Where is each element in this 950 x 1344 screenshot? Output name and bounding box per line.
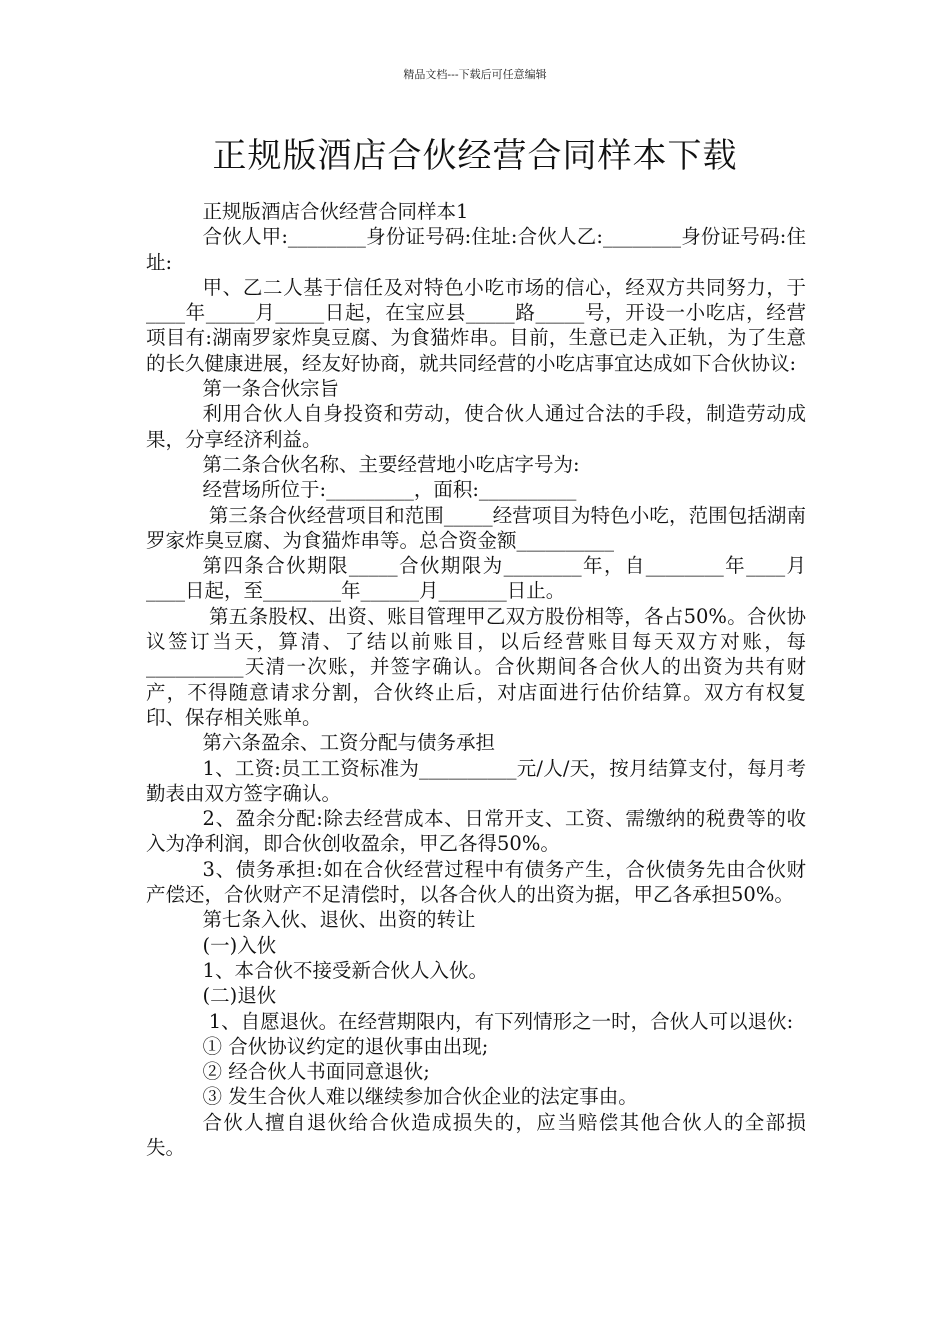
- article-7-section-1: (一)入伙: [202, 933, 277, 957]
- withdrawal-liability: 合伙人擅自退伙给合伙造成损失的，应当赔偿其他合伙人的全部损失。: [146, 1110, 806, 1159]
- article-5-text: 第五条股权、出资、账目管理甲乙双方股份相等，各占50%。合伙协议签订当天，算清、了结以前账目，以后经营账目每天双方对账，每__________天清一次账，并签字确认。合伙期间各合伙人的出资为共有财产，不得随意请求分割，合伙终止后，对店面进行估价结算。双方有权复印、保存相关账单。: [146, 604, 807, 729]
- article-7-section-2: (二)退伙: [202, 984, 277, 1008]
- paragraph-preamble: 甲、乙二人基于信任及对特色小吃市场的信心，经双方共同努力，于____年_____月_____日起，在宝应县_____路_____号，开设一小吃店，经营项目有:湖南罗家炸臭豆腐、为食猫炸串。目前，生意已走入正轨，为了生意的长久健康进展，经友好协商，就共同经营的小吃店事宜达成如下合伙协议:: [146, 275, 806, 375]
- paragraph-subtitle: 正规版酒店合伙经营合同样本1: [202, 200, 469, 223]
- article-6-item-1: 1、工资:员工工资标准为__________元/人/天，按月结算支付，每月考勤表由双方签字确认。: [146, 756, 806, 805]
- article-1-text: 利用合伙人自身投资和劳动，使合伙人通过合法的手段，制造劳动成果，分享经济利益。: [146, 402, 806, 451]
- article-3-text: 第三条合伙经营项目和范围_____经营项目为特色小吃，范围包括湖南罗家炸臭豆腐、为食猫炸串等。总合资金额__________: [146, 503, 806, 552]
- article-6-item-3: 3、债务承担:如在合伙经营过程中有债务产生，合伙债务先由合伙财产偿还，合伙财产不足清偿时，以各合伙人的出资为据，甲乙各承担50%。: [146, 857, 806, 907]
- withdrawal-condition-1: ① 合伙协议约定的退伙事由出现;: [202, 1034, 489, 1058]
- article-6-item-2: 2、盈余分配:除去经营成本、日常开支、工资、需缴纳的税费等的收入为净利润，即合伙创收盈余，甲乙各得50%。: [146, 807, 806, 856]
- article-2-text: 经营场所位于:_________，面积:__________: [202, 478, 577, 502]
- article-6-heading: 第六条盈余、工资分配与债务承担: [202, 731, 496, 755]
- document-body: [146, 199, 806, 1160]
- article-4-text: 第四条合伙期限_____合伙期限为________年，自________年____月____日起，至________年______月_______日止。: [146, 554, 806, 603]
- article-7-section-1-item-1: 1、本合伙不接受新合伙人入伙。: [202, 958, 488, 982]
- paragraph-parties: 合伙人甲:________身份证号码:住址:合伙人乙:________身份证号码:住址:: [146, 225, 806, 274]
- article-2-heading: 第二条合伙名称、主要经营地小吃店字号为:: [202, 452, 580, 476]
- article-7-heading: 第七条入伙、退伙、出资的转让: [202, 908, 476, 932]
- document-title: 正规版酒店合伙经营合同样本下载: [212, 136, 738, 176]
- article-7-section-2-item-1: 1、自愿退伙。在经营期限内，有下列情形之一时，合伙人可以退伙:: [202, 1009, 794, 1033]
- header-note: 精品文档---下载后可任意编辑: [403, 68, 547, 81]
- withdrawal-condition-2: ② 经合伙人书面同意退伙;: [202, 1060, 430, 1084]
- article-1-heading: 第一条合伙宗旨: [202, 377, 340, 401]
- withdrawal-condition-3: ③ 发生合伙人难以继续参加合伙企业的法定事由。: [202, 1085, 638, 1109]
